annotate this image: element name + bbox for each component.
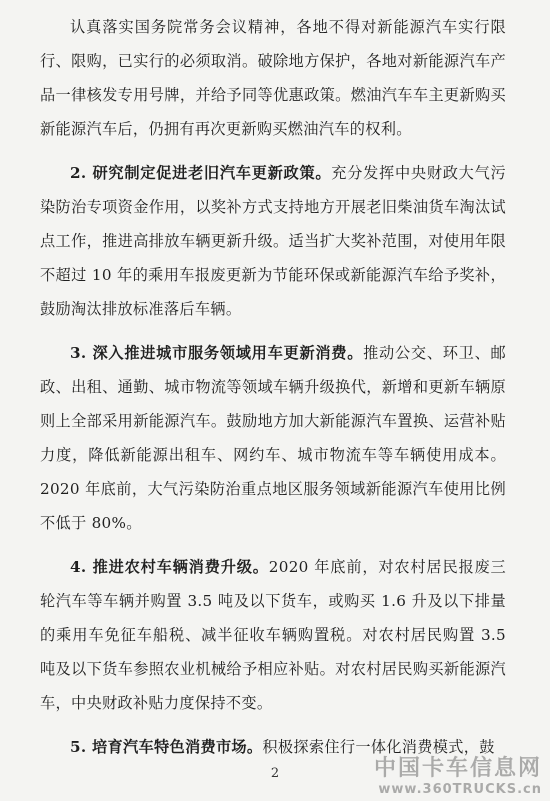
paragraph-4-heading: 4. 推进农村车辆消费升级。 — [70, 558, 269, 576]
watermark-site-name: 中国卡车信息网 — [373, 756, 542, 781]
watermark-site-url: www.360TRUCKS.cn — [378, 782, 542, 797]
paragraph-3 — [40, 336, 506, 540]
paragraph-2-heading: 2. 研究制定促进老旧汽车更新政策。 — [70, 164, 332, 182]
paragraph-4 — [40, 550, 506, 720]
paragraph-2 — [40, 156, 506, 326]
paragraph-1 — [40, 10, 506, 146]
paragraph-2-text: 充分发挥中央财政大气污染防治专项资金作用，以奖补方式支持地方开展老旧柴油货车淘汰试点工作，推进高排放车辆更新升级。适当扩大奖补范围，对使用年限不超过 10 年的乘用车报废更新为节能环保或新能源汽车给予奖补，鼓励淘汰排放标准落后车辆。 — [40, 164, 506, 318]
paragraph-1-text: 认真落实国务院常务会议精神，各地不得对新能源汽车实行限行、限购，已实行的必须取消。破除地方保护，各地对新能源汽车产品一律核发专用号牌，并给予同等优惠政策。燃油汽车车主更新购买新能源汽车后，仍拥有再次更新购买燃油汽车的权利。 — [40, 18, 506, 138]
paragraph-5 — [40, 730, 506, 764]
paragraph-3-heading: 3. 深入推进城市服务领域用车更新消费。 — [70, 344, 364, 362]
page-number: 2 — [270, 766, 280, 781]
paragraph-3-text: 推动公交、环卫、邮政、出租、通勤、城市物流等领域车辆升级换代，新增和更新车辆原则上全部采用新能源汽车。鼓励地方加大新能源汽车置换、运营补贴力度，降低新能源出租车、网约车、城市物流车等车辆使用成本。2020 年底前，大气污染防治重点地区服务领域新能源汽车使用比例不低于 80%。 — [40, 344, 506, 532]
paragraph-5-text: 积极探索住行一体化消费模式，鼓 — [262, 738, 495, 756]
paragraph-4-text: 2020 年底前，对农村居民报废三轮汽车等车辆并购置 3.5 吨及以下货车，或购买 1.6 升及以下排量的乘用车免征车船税、减半征收车辆购置税。对农村居民购置 3.5 吨及以下货车参照农业机械给予相应补贴。对农村居民购买新能源汽车，中央财政补贴力度保持不变。 — [40, 558, 506, 712]
paragraph-5-heading: 5. 培育汽车特色消费市场。 — [70, 738, 263, 756]
